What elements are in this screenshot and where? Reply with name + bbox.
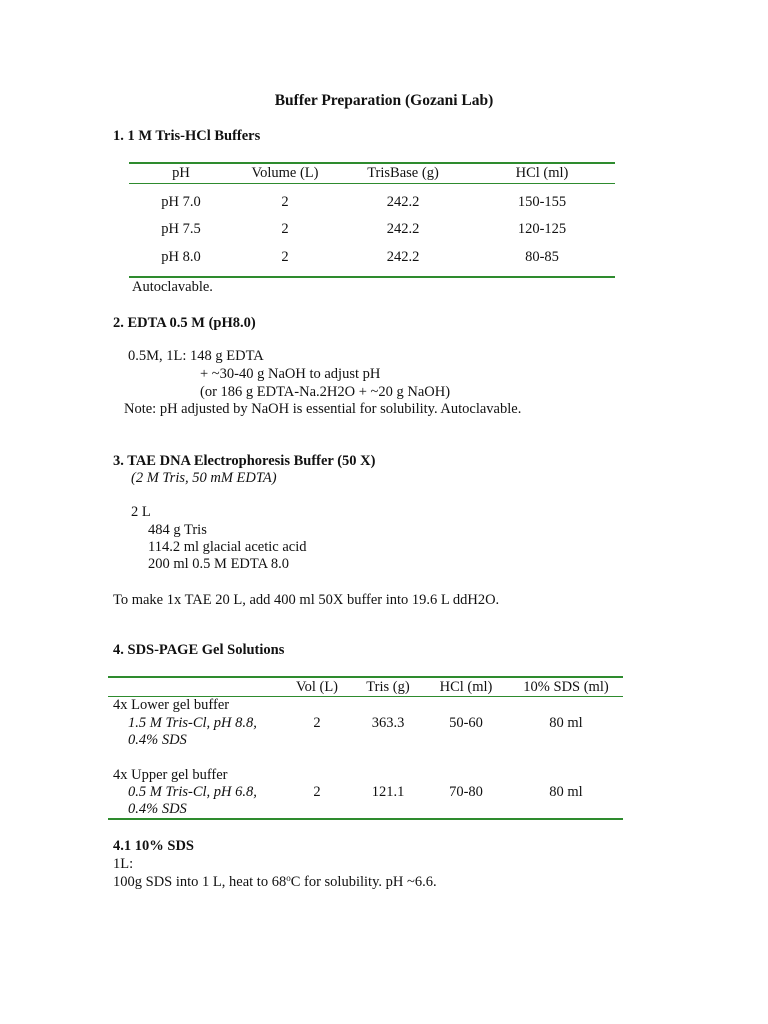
table-1-cell: pH 7.5 bbox=[161, 221, 201, 237]
section-4-1-volume: 1L: bbox=[113, 856, 134, 872]
table-4-cell: 2 bbox=[313, 715, 321, 731]
table-4-cell: 2 bbox=[313, 784, 321, 800]
section-2-line-1: 0.5M, 1L: 148 g EDTA bbox=[128, 348, 264, 364]
page-title: Buffer Preparation (Gozani Lab) bbox=[274, 92, 494, 109]
table-4-row-name: 4x Upper gel buffer bbox=[113, 767, 228, 783]
table-1-header-trisbase: TrisBase (g) bbox=[367, 165, 439, 181]
table-4-cell: 80 ml bbox=[549, 784, 583, 800]
table-1-header-rule bbox=[129, 183, 615, 184]
table-4-cell: 50-60 bbox=[449, 715, 483, 731]
section-2-heading: 2. EDTA 0.5 M (pH8.0) bbox=[113, 315, 256, 331]
section-1-note: Autoclavable. bbox=[132, 279, 213, 295]
table-4-cell: 363.3 bbox=[371, 715, 405, 731]
table-4-bottom-rule bbox=[108, 818, 623, 820]
section-4-heading: 4. SDS-PAGE Gel Solutions bbox=[113, 642, 285, 658]
table-1-header-hcl: HCl (ml) bbox=[515, 165, 569, 181]
table-4-header-tris: Tris (g) bbox=[366, 679, 410, 695]
table-1-header-volume: Volume (L) bbox=[251, 165, 319, 181]
table-4-row-desc: 0.5 M Tris-Cl, pH 6.8, bbox=[128, 784, 257, 800]
section-3-note: To make 1x TAE 20 L, add 400 ml 50X buffer into 19.6 L ddH2O. bbox=[113, 592, 500, 608]
table-1-header-ph: pH bbox=[172, 165, 190, 181]
section-4-1-text-before: 100g SDS into 1 L, heat to 68 bbox=[113, 874, 287, 890]
table-1-cell: 2 bbox=[281, 221, 289, 237]
section-2-line-3: (or 186 g EDTA-Na.2H2O + ~20 g NaOH) bbox=[200, 384, 451, 400]
section-4-1-text-after: C for solubility. pH ~6.6. bbox=[290, 874, 437, 890]
table-1-cell: 242.2 bbox=[386, 249, 420, 265]
table-1-cell: 120-125 bbox=[517, 221, 567, 237]
list-item: 484 g Tris bbox=[148, 522, 207, 538]
section-2-line-2: + ~30-40 g NaOH to adjust pH bbox=[200, 366, 381, 382]
table-1-bottom-rule bbox=[129, 276, 615, 278]
table-4-row-desc: 1.5 M Tris-Cl, pH 8.8, bbox=[128, 715, 257, 731]
section-3-subtitle: (2 M Tris, 50 mM EDTA) bbox=[131, 470, 277, 486]
table-4-cell: 70-80 bbox=[449, 784, 483, 800]
table-1-cell: pH 8.0 bbox=[161, 249, 201, 265]
table-1-cell: 242.2 bbox=[386, 194, 420, 210]
table-1-cell: 80-85 bbox=[525, 249, 559, 265]
table-4-header-sds: 10% SDS (ml) bbox=[523, 679, 609, 695]
table-1-cell: pH 7.0 bbox=[161, 194, 201, 210]
table-4-top-rule bbox=[108, 676, 623, 678]
table-4-cell: 121.1 bbox=[371, 784, 405, 800]
table-4-cell: 80 ml bbox=[549, 715, 583, 731]
table-1-top-rule bbox=[129, 162, 615, 164]
section-2-note: Note: pH adjusted by NaOH is essential for solubility. Autoclavable. bbox=[124, 401, 522, 417]
section-1-heading: 1. 1 M Tris-HCl Buffers bbox=[113, 128, 261, 144]
table-4-row-name: 4x Lower gel buffer bbox=[113, 697, 230, 713]
section-3-volume: 2 L bbox=[131, 504, 151, 520]
section-4-1-heading: 4.1 10% SDS bbox=[113, 838, 194, 854]
table-4-row-desc: 0.4% SDS bbox=[128, 732, 187, 748]
table-4-row-desc: 0.4% SDS bbox=[128, 801, 187, 817]
table-4-header-hcl: HCl (ml) bbox=[439, 679, 493, 695]
table-1-cell: 2 bbox=[281, 194, 289, 210]
table-1-cell: 242.2 bbox=[386, 221, 420, 237]
list-item: 200 ml 0.5 M EDTA 8.0 bbox=[148, 556, 290, 572]
section-4-1-text bbox=[113, 874, 437, 891]
table-4-header-vol: Vol (L) bbox=[295, 679, 339, 695]
list-item: 114.2 ml glacial acetic acid bbox=[148, 539, 307, 555]
section-3-heading: 3. TAE DNA Electrophoresis Buffer (50 X) bbox=[113, 453, 376, 469]
degree-superscript: o bbox=[286, 873, 291, 883]
table-1-cell: 150-155 bbox=[517, 194, 567, 210]
table-1-cell: 2 bbox=[281, 249, 289, 265]
